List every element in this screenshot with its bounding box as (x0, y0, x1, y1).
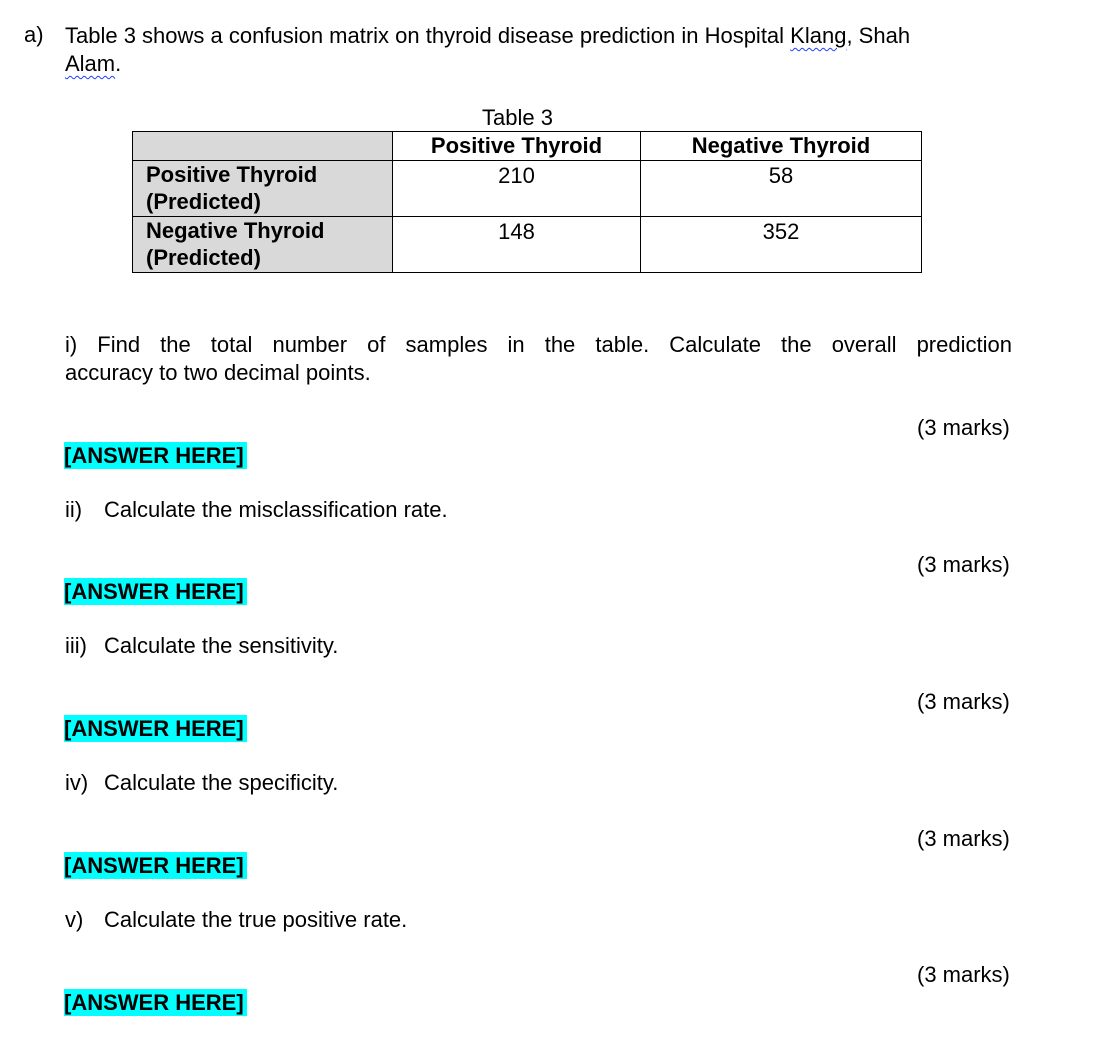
part-i-word: the (544, 332, 576, 357)
question-text-start: Table 3 shows a confusion matrix on thyroid disease prediction in Hospital (65, 23, 791, 48)
part-i-number: i) (65, 332, 78, 357)
part-ii-answer-placeholder[interactable]: [ANSWER HERE] (64, 578, 247, 605)
question-text-end: . (115, 51, 122, 76)
part-i-question-line2: accuracy to two decimal points. (65, 360, 371, 385)
question-label: a) (24, 22, 44, 47)
cell-true-negative: 352 (641, 217, 922, 273)
part-v-number: v) (65, 907, 84, 932)
part-i-word: Calculate (669, 332, 761, 357)
part-i-word: samples (405, 332, 488, 357)
spellcheck-word-alam: Alam (65, 51, 116, 76)
part-i-answer-placeholder[interactable]: [ANSWER HERE] (64, 442, 247, 469)
part-i-word: Find (97, 332, 141, 357)
row-header-line2: (Predicted) (146, 189, 261, 214)
part-i-word: overall (831, 332, 897, 357)
part-i-word: in (507, 332, 525, 357)
question-text (65, 22, 1025, 78)
part-iii-number: iii) (65, 633, 87, 658)
part-v-marks: (3 marks) (917, 962, 1010, 987)
cell-false-positive: 58 (641, 161, 922, 217)
table-row (133, 161, 922, 217)
row-header-line1: Positive Thyroid (146, 162, 318, 187)
cell-false-negative: 148 (393, 217, 641, 273)
part-iii-answer-placeholder[interactable]: [ANSWER HERE] (64, 715, 247, 742)
part-i-word: number (272, 332, 348, 357)
part-i-word: total (210, 332, 253, 357)
column-header-positive: Positive Thyroid (393, 132, 641, 161)
part-iv-text: Calculate the specificity. (104, 770, 339, 795)
part-i-word: of (367, 332, 386, 357)
part-iv-marks: (3 marks) (917, 826, 1010, 851)
part-i-marks: (3 marks) (917, 415, 1010, 440)
part-iv-number: iv) (65, 770, 89, 795)
part-iv-answer-placeholder[interactable]: [ANSWER HERE] (64, 852, 247, 879)
part-iii-question (65, 633, 338, 659)
table-row (133, 217, 922, 273)
part-v-text: Calculate the true positive rate. (104, 907, 408, 932)
part-ii-text: Calculate the misclassification rate. (104, 497, 448, 522)
table-header-row (133, 132, 922, 161)
part-ii-number: ii) (65, 497, 83, 522)
confusion-matrix-table (132, 131, 922, 273)
part-ii-marks: (3 marks) (917, 552, 1010, 577)
spellcheck-word-klang: Klang (790, 23, 847, 48)
part-iii-text: Calculate the sensitivity. (104, 633, 339, 658)
table-corner-cell (133, 132, 393, 161)
column-header-negative: Negative Thyroid (641, 132, 922, 161)
row-header-negative-predicted (133, 217, 393, 273)
row-header-line2: (Predicted) (146, 245, 261, 270)
part-i-question-line1 (65, 332, 1012, 358)
part-i-word: the (781, 332, 812, 357)
part-i-word: prediction (916, 332, 1012, 357)
part-iii-marks: (3 marks) (917, 689, 1010, 714)
part-i-word: table. (595, 332, 650, 357)
part-iv-question (65, 770, 338, 796)
part-i-word: the (160, 332, 191, 357)
question-text-mid: , Shah (846, 23, 911, 48)
table-caption: Table 3 (482, 105, 553, 130)
part-v-answer-placeholder[interactable]: [ANSWER HERE] (64, 989, 247, 1016)
row-header-line1: Negative Thyroid (146, 218, 325, 243)
part-v-question (65, 907, 407, 933)
cell-true-positive: 210 (393, 161, 641, 217)
row-header-positive-predicted (133, 161, 393, 217)
part-ii-question (65, 497, 448, 523)
